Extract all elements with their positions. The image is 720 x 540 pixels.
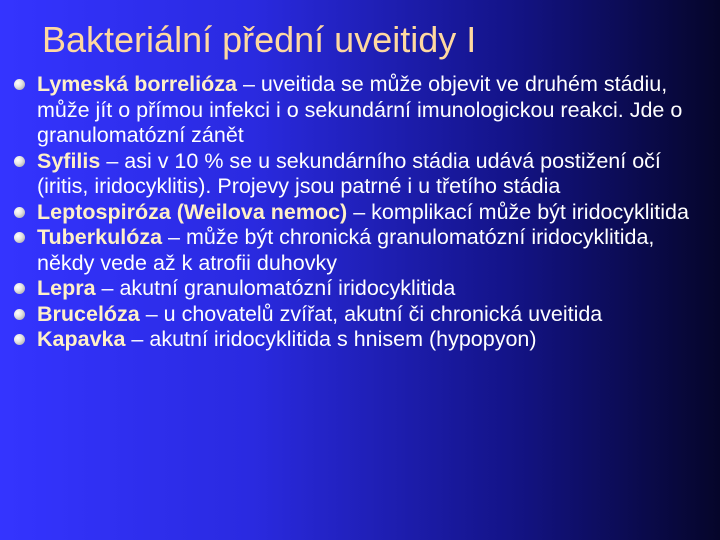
list-item	[12, 149, 712, 200]
item-description: – komplikací může být iridocyklitida	[347, 199, 689, 224]
item-term: Syfilis	[37, 148, 101, 173]
bullet-list	[12, 72, 712, 353]
item-term: Lymeská borrelióza	[37, 72, 237, 96]
bullet-icon	[14, 334, 25, 345]
bullet-icon	[14, 232, 25, 243]
item-description: – akutní granulomatózní iridocyklitida	[95, 276, 456, 300]
list-item	[12, 276, 712, 302]
item-description: – u chovatelů zvířat, akutní či chronická uveitida	[139, 301, 603, 326]
item-term: Leptospiróza (Weilova nemoc)	[37, 199, 348, 224]
bullet-icon	[14, 156, 25, 167]
item-description: – uveitida se může objevit ve druhém stádiu, může jít o přímou infekci i o sekundární imunologickou reakci. Jde o granulomatózní zánět	[37, 72, 683, 147]
bullet-icon	[14, 283, 25, 294]
bullet-icon	[14, 309, 25, 320]
item-description: – akutní iridocyklitida s hnisem (hypopyon)	[125, 327, 537, 351]
item-term: Lepra	[37, 276, 96, 300]
list-item	[12, 302, 712, 328]
list-item	[12, 72, 712, 149]
bullet-icon	[14, 207, 25, 218]
item-term: Kapavka	[37, 327, 126, 351]
list-item	[12, 225, 712, 276]
list-item	[12, 327, 712, 353]
bullet-icon	[14, 79, 25, 90]
item-term: Tuberkulóza	[37, 225, 163, 249]
item-term: Brucelóza	[37, 301, 140, 326]
item-description: – může být chronická granulomatózní iridocyklitida, někdy vede až k atrofii duhovky	[37, 225, 655, 275]
item-description: – asi v 10 % se u sekundárního stádia udává postižení očí (iritis, iridocyklitis). Projevy jsou patrné i u třetího stádia	[37, 148, 661, 198]
list-item	[12, 200, 712, 226]
slide-title: Bakteriální přední uveitidy I	[42, 19, 477, 60]
